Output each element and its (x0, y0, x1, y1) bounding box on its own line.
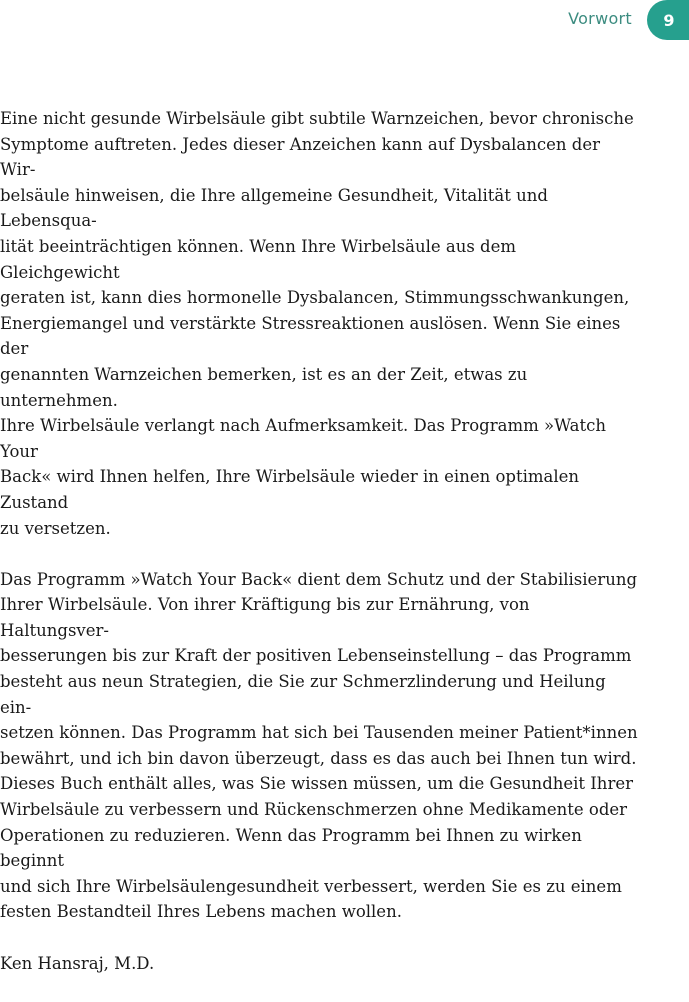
page-number-badge (647, 0, 689, 40)
body-text (0, 106, 640, 1002)
paragraph-1: Eine nicht gesunde Wirbelsäule gibt subtile Warnzeichen, bevor chronische Symptome auftreten. Jedes dieser Anzeichen kann auf Dysbalancen der Wir- belsäule hinweisen, die Ihre allgemeine Gesundheit, Vitalität und Lebensqua- lität beeinträchtigen können. Wenn Ihre Wirbelsäule aus dem Gleichgewicht geraten ist, kann dies hormonelle Dysbalancen, Stimmungsschwankungen, Energiemangel und verstärkte Stressreaktionen auslösen. Wenn Sie eines der genannten Warnzeichen bemerken, ist es an der Zeit, etwas zu unternehmen. Ihre Wirbelsäule verlangt nach Aufmerksamkeit. Das Programm »Watch Your Back« wird Ihnen helfen, Ihre Wirbelsäule wieder in einen optimalen Zustand zu versetzen. (0, 109, 634, 538)
paragraph-2: Das Programm »Watch Your Back« dient dem Schutz und der Stabilisierung Ihrer Wirbelsäule. Von ihrer Kräftigung bis zur Ernährung, von Haltungsver- besserungen bis zur Kraft der positiven Lebenseinstellung – das Programm besteht aus neun Strategien, die Sie zur Schmerzlinderung und Heilung ein- setzen können. Das Programm hat sich bei Tausenden meiner Patient*innen bewährt, und ich bin davon überzeugt, dass es das auch bei Ihnen tun wird. Dieses Buch enthält alles, was Sie wissen müssen, um die Gesundheit Ihrer Wirbelsäule zu verbessern und Rückenschmerzen ohne Medikamente oder Operationen zu reduzieren. Wenn das Programm bei Ihnen zu wirken beginnt und sich Ihre Wirbelsäulengesundheit verbessert, werden Sie es zu einem festen Bestandteil Ihres Lebens machen wollen. (0, 569, 638, 922)
signature: Ken Hansraj, M.D. (0, 953, 155, 973)
page-number: 9 (663, 10, 675, 30)
section-title: Vorwort (568, 9, 632, 28)
